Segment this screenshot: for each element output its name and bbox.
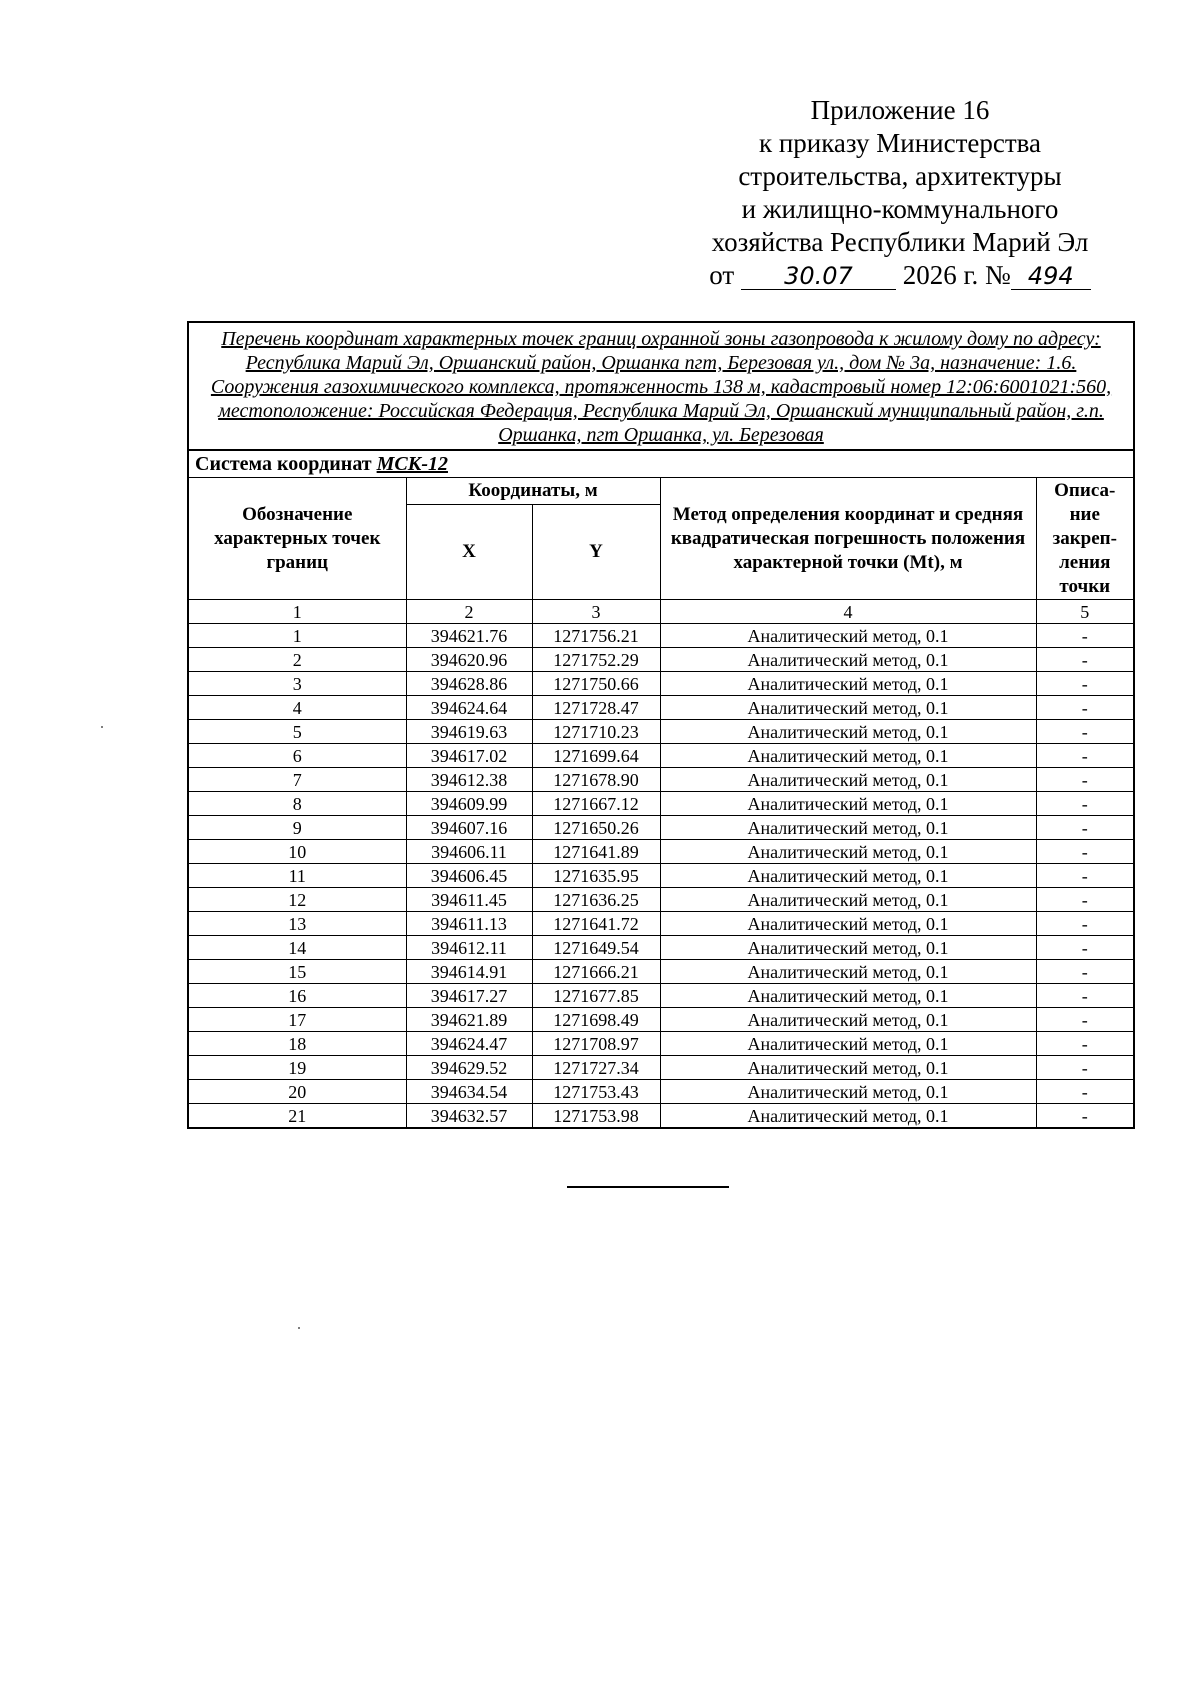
- cell-method: Аналитический метод, 0.1: [660, 864, 1036, 888]
- cell-description: -: [1036, 720, 1134, 744]
- cell-description: -: [1036, 696, 1134, 720]
- cell-x: 394621.89: [406, 1008, 532, 1032]
- coordinate-system-value: МСК-12: [376, 452, 448, 475]
- cell-point: 15: [188, 960, 406, 984]
- cell-x: 394609.99: [406, 792, 532, 816]
- table-row: [188, 1056, 1134, 1080]
- cell-point: 20: [188, 1080, 406, 1104]
- cell-description: -: [1036, 1104, 1134, 1129]
- scan-speck: [298, 1327, 300, 1329]
- order-number-value: 494: [1027, 262, 1074, 290]
- appendix-header: [690, 94, 1110, 292]
- table-row: [188, 984, 1134, 1008]
- table-row: [188, 720, 1134, 744]
- cell-y: 1271636.25: [532, 888, 660, 912]
- cell-description: -: [1036, 672, 1134, 696]
- cell-x: 394611.45: [406, 888, 532, 912]
- cell-description: -: [1036, 624, 1134, 648]
- cell-y: 1271666.21: [532, 960, 660, 984]
- cell-method: Аналитический метод, 0.1: [660, 768, 1036, 792]
- table-row: [188, 648, 1134, 672]
- table-row: [188, 1032, 1134, 1056]
- cell-point: 12: [188, 888, 406, 912]
- cell-y: 1271649.54: [532, 936, 660, 960]
- cell-method: Аналитический метод, 0.1: [660, 936, 1036, 960]
- column-number: 4: [660, 600, 1036, 624]
- cell-description: -: [1036, 1032, 1134, 1056]
- header-line: хозяйства Республики Марий Эл: [711, 227, 1089, 257]
- cell-method: Аналитический метод, 0.1: [660, 792, 1036, 816]
- table-row: [188, 1080, 1134, 1104]
- cell-x: 394619.63: [406, 720, 532, 744]
- cell-description: -: [1036, 936, 1134, 960]
- cell-description: -: [1036, 1056, 1134, 1080]
- cell-x: 394628.86: [406, 672, 532, 696]
- table-row: [188, 672, 1134, 696]
- cell-x: 394617.27: [406, 984, 532, 1008]
- cell-y: 1271678.90: [532, 768, 660, 792]
- cell-point: 13: [188, 912, 406, 936]
- cell-description: -: [1036, 744, 1134, 768]
- header-line: строительства, архитектуры: [738, 161, 1062, 191]
- table-row: [188, 696, 1134, 720]
- cell-method: Аналитический метод, 0.1: [660, 696, 1036, 720]
- cell-x: 394606.11: [406, 840, 532, 864]
- cell-y: 1271708.97: [532, 1032, 660, 1056]
- cell-point: 4: [188, 696, 406, 720]
- cell-description: -: [1036, 840, 1134, 864]
- cell-x: 394607.16: [406, 816, 532, 840]
- order-date-line: [690, 259, 1110, 292]
- cell-description: -: [1036, 1008, 1134, 1032]
- cell-method: Аналитический метод, 0.1: [660, 624, 1036, 648]
- cell-y: 1271635.95: [532, 864, 660, 888]
- cell-method: Аналитический метод, 0.1: [660, 1032, 1036, 1056]
- cell-point: 8: [188, 792, 406, 816]
- cell-description: -: [1036, 864, 1134, 888]
- cell-x: 394612.11: [406, 936, 532, 960]
- cell-method: Аналитический метод, 0.1: [660, 1104, 1036, 1129]
- cell-point: 11: [188, 864, 406, 888]
- table-row: [188, 1104, 1134, 1129]
- cell-x: 394620.96: [406, 648, 532, 672]
- cell-point: 17: [188, 1008, 406, 1032]
- order-date-field: [741, 262, 896, 290]
- cell-point: 1: [188, 624, 406, 648]
- cell-point: 14: [188, 936, 406, 960]
- table-row: [188, 792, 1134, 816]
- column-number: 2: [406, 600, 532, 624]
- table-row: [188, 1008, 1134, 1032]
- cell-x: 394614.91: [406, 960, 532, 984]
- cell-method: Аналитический метод, 0.1: [660, 672, 1036, 696]
- cell-y: 1271641.72: [532, 912, 660, 936]
- header-line: и жилищно-коммунального: [741, 194, 1059, 224]
- cell-y: 1271728.47: [532, 696, 660, 720]
- cell-description: -: [1036, 816, 1134, 840]
- cell-x: 394606.45: [406, 864, 532, 888]
- cell-point: 7: [188, 768, 406, 792]
- cell-point: 2: [188, 648, 406, 672]
- cell-method: Аналитический метод, 0.1: [660, 720, 1036, 744]
- cell-point: 21: [188, 1104, 406, 1129]
- table-row: [188, 864, 1134, 888]
- cell-method: Аналитический метод, 0.1: [660, 816, 1036, 840]
- column-header-y: Y: [532, 505, 660, 600]
- cell-description: -: [1036, 984, 1134, 1008]
- cell-description: -: [1036, 888, 1134, 912]
- cell-y: 1271699.64: [532, 744, 660, 768]
- order-year-text: 2026 г. №: [902, 260, 1011, 290]
- cell-y: 1271752.29: [532, 648, 660, 672]
- cell-point: 3: [188, 672, 406, 696]
- cell-point: 19: [188, 1056, 406, 1080]
- column-header-description: Описа-ние закреп-ления точки: [1036, 478, 1134, 600]
- cell-method: Аналитический метод, 0.1: [660, 744, 1036, 768]
- column-number-row: [188, 600, 1134, 624]
- cell-x: 394621.76: [406, 624, 532, 648]
- header-line: к приказу Министерства: [758, 128, 1042, 158]
- column-header-x: X: [406, 505, 532, 600]
- cell-method: Аналитический метод, 0.1: [660, 1080, 1036, 1104]
- table-row: [188, 816, 1134, 840]
- table-row: [188, 624, 1134, 648]
- cell-description: -: [1036, 648, 1134, 672]
- cell-method: Аналитический метод, 0.1: [660, 960, 1036, 984]
- column-number: 1: [188, 600, 406, 624]
- cell-y: 1271756.21: [532, 624, 660, 648]
- column-header-method: Метод определения координат и средняя квадратическая погрешность положения характерной точки (Mt), м: [660, 478, 1036, 600]
- order-date-value: 30.07: [784, 262, 853, 290]
- cell-y: 1271667.12: [532, 792, 660, 816]
- cell-y: 1271710.23: [532, 720, 660, 744]
- cell-x: 394624.64: [406, 696, 532, 720]
- coordinates-table: [187, 321, 1135, 1129]
- cell-y: 1271753.43: [532, 1080, 660, 1104]
- cell-x: 394617.02: [406, 744, 532, 768]
- cell-x: 394624.47: [406, 1032, 532, 1056]
- table-row: [188, 840, 1134, 864]
- cell-y: 1271750.66: [532, 672, 660, 696]
- cell-y: 1271650.26: [532, 816, 660, 840]
- cell-method: Аналитический метод, 0.1: [660, 648, 1036, 672]
- cell-method: Аналитический метод, 0.1: [660, 840, 1036, 864]
- coordinate-system-row: [188, 450, 1134, 478]
- table-row: [188, 960, 1134, 984]
- cell-y: 1271641.89: [532, 840, 660, 864]
- cell-description: -: [1036, 912, 1134, 936]
- cell-method: Аналитический метод, 0.1: [660, 984, 1036, 1008]
- cell-y: 1271698.49: [532, 1008, 660, 1032]
- cell-x: 394612.38: [406, 768, 532, 792]
- column-number: 5: [1036, 600, 1134, 624]
- cell-x: 394634.54: [406, 1080, 532, 1104]
- table-row: [188, 768, 1134, 792]
- coordinate-system-label: Система координат: [195, 452, 372, 475]
- cell-point: 6: [188, 744, 406, 768]
- date-prefix: от: [709, 260, 735, 290]
- cell-x: 394632.57: [406, 1104, 532, 1129]
- scan-speck: [101, 726, 103, 728]
- cell-method: Аналитический метод, 0.1: [660, 912, 1036, 936]
- cell-x: 394629.52: [406, 1056, 532, 1080]
- cell-point: 16: [188, 984, 406, 1008]
- cell-x: 394611.13: [406, 912, 532, 936]
- cell-method: Аналитический метод, 0.1: [660, 888, 1036, 912]
- cell-method: Аналитический метод, 0.1: [660, 1008, 1036, 1032]
- cell-y: 1271677.85: [532, 984, 660, 1008]
- cell-description: -: [1036, 960, 1134, 984]
- table-row: [188, 912, 1134, 936]
- column-header-coordinates: Координаты, м: [406, 478, 660, 505]
- table-row: [188, 888, 1134, 912]
- cell-point: 9: [188, 816, 406, 840]
- table-row: [188, 744, 1134, 768]
- cell-description: -: [1036, 792, 1134, 816]
- cell-y: 1271753.98: [532, 1104, 660, 1129]
- cell-point: 10: [188, 840, 406, 864]
- cell-point: 5: [188, 720, 406, 744]
- column-number: 3: [532, 600, 660, 624]
- order-number-field: [1011, 262, 1091, 290]
- cell-description: -: [1036, 1080, 1134, 1104]
- header-line: Приложение 16: [810, 95, 990, 125]
- table-row: [188, 936, 1134, 960]
- cell-method: Аналитический метод, 0.1: [660, 1056, 1036, 1080]
- cell-description: -: [1036, 768, 1134, 792]
- cell-y: 1271727.34: [532, 1056, 660, 1080]
- column-header-designation: Обозначение характерных точек границ: [188, 478, 406, 600]
- table-title: Перечень координат характерных точек границ охранной зоны газопровода к жилому дому по адресу: Республика Марий Эл, Оршанский район, Оршанка пгт, Березовая ул., дом № 3а, назначение: 1.6. Сооружения газохимического комплекса, протяженность 138 м, кадастровый номер 12:06:6001021:560, местоположение: Российская Федерация, Республика Марий Эл, Оршанский муниципальный район, г.п. Оршанка, пгт Оршанка, ул. Березовая: [188, 322, 1134, 450]
- closing-rule: [567, 1186, 729, 1188]
- cell-point: 18: [188, 1032, 406, 1056]
